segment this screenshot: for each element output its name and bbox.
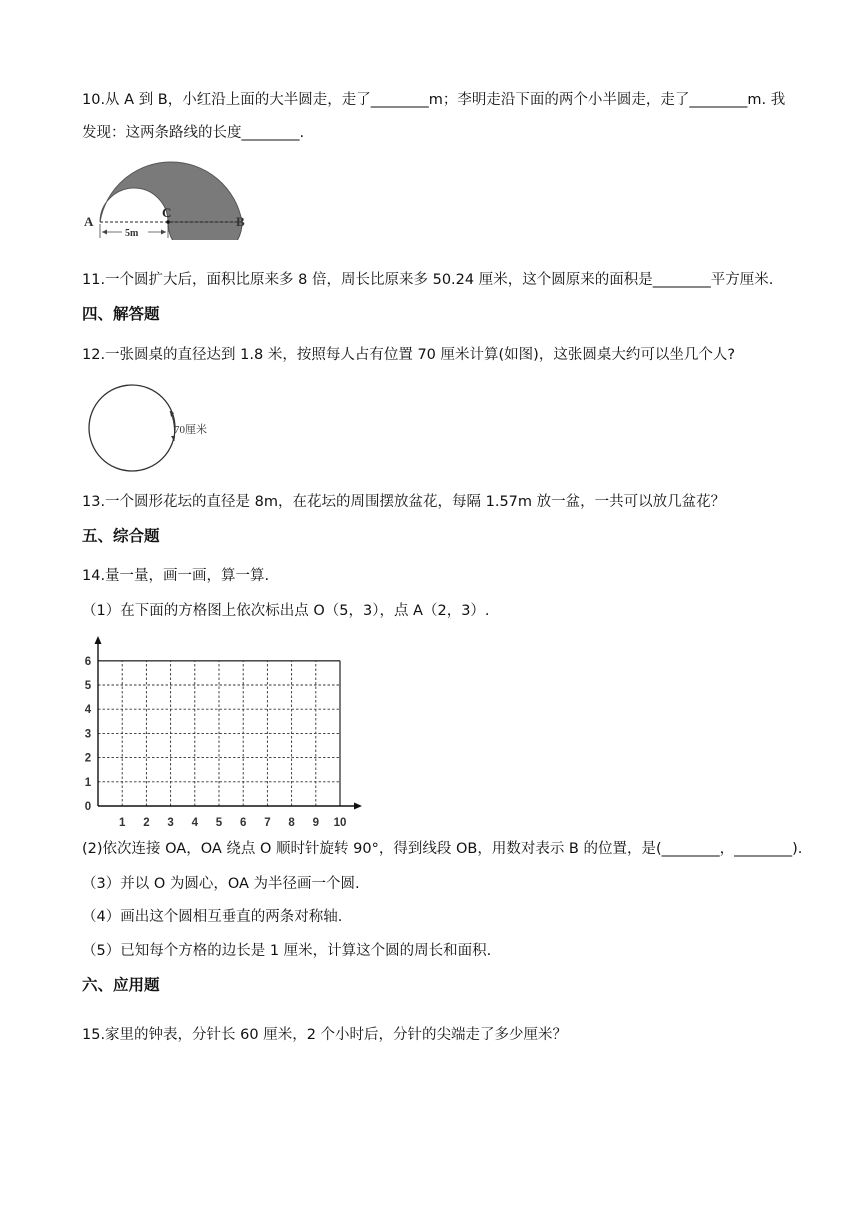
y-tick-label: 5 (84, 680, 92, 692)
y-tick-label: 6 (84, 655, 92, 668)
y-tick-label: 2 (84, 752, 92, 765)
x-tick-label: 3 (167, 817, 174, 829)
q10-text-line2: 发现：这两条路线的长度________. (82, 125, 305, 141)
q12-arc-label: 70厘米 (174, 424, 207, 436)
section-5-title: 五、综合题 (82, 527, 160, 545)
q14-intro: 14.量一量，画一画，算一算. (82, 568, 270, 584)
x-tick-label: 8 (288, 817, 295, 829)
y-tick-label: 4 (84, 704, 92, 717)
x-tick-label: 10 (333, 817, 347, 829)
x-tick-label: 5 (215, 817, 223, 829)
y-tick-label: 3 (84, 728, 92, 741)
q10-text-line1: 10.从 A 到 B，小红沿上面的大半圆走，走了________m；李明走沿下面的两个小半圆走，走了________m. 我 (82, 92, 786, 108)
q10-semicircle-figure (78, 158, 253, 240)
q10-lower-semicircle (168, 222, 242, 240)
q12-circle-figure (86, 383, 226, 475)
y-tick-label: 1 (84, 776, 92, 789)
x-tick-label: 6 (239, 817, 247, 829)
q12-table-circle (89, 385, 175, 471)
q14-part5: （5）已知每个方格的边长是 1 厘米，计算这个圆的周长和面积. (82, 943, 492, 959)
q10-label-c: C (162, 205, 172, 220)
x-tick-label: 2 (143, 817, 150, 829)
q10-label-a: A (84, 214, 94, 229)
x-tick-label: 9 (312, 817, 320, 829)
section-4-title: 四、解答题 (82, 305, 160, 323)
x-tick-label: 1 (118, 817, 126, 829)
q11-text: 11.一个圆扩大后，面积比原来多 8 倍，周长比原来多 50.24 厘米，这个圆原来的面积是________平方厘米. (82, 272, 774, 288)
section-6-title: 六、应用题 (82, 976, 160, 994)
q10-label-b: B (236, 214, 245, 229)
y-tick-label: 0 (84, 801, 92, 813)
x-tick-label: 7 (264, 817, 271, 829)
q14-part3: （3）并以 O 为圆心，OA 为半径画一个圆. (82, 876, 360, 892)
q14-part2: (2)依次连接 OA，OA 绕点 O 顺时针旋转 90°，得到线段 OB，用数对表示 B 的位置，是(________，________). (82, 841, 803, 857)
q14-part1: （1）在下面的方格图上依次标出点 O（5，3），点 A（2，3）. (82, 603, 490, 619)
q14-coordinate-grid (78, 632, 368, 832)
q14-part4: （4）画出这个圆相互垂直的两条对称轴. (82, 909, 343, 925)
q12-text: 12.一张圆桌的直径达到 1.8 米，按照每人占有位置 70 厘米计算(如图)，这张圆桌大约可以坐几个人? (82, 347, 736, 363)
q15-text: 15.家里的钟表，分针长 60 厘米，2 个小时后，分针的尖端走了多少厘米？ (82, 1027, 568, 1043)
x-tick-label: 4 (191, 817, 199, 829)
q10-dimension-label: 5m (125, 228, 139, 239)
q13-text: 13.一个圆形花坛的直径是 8m，在花坛的周围摆放盆花，每隔 1.57m 放一盆，一共可以放几盆花？ (82, 494, 726, 510)
